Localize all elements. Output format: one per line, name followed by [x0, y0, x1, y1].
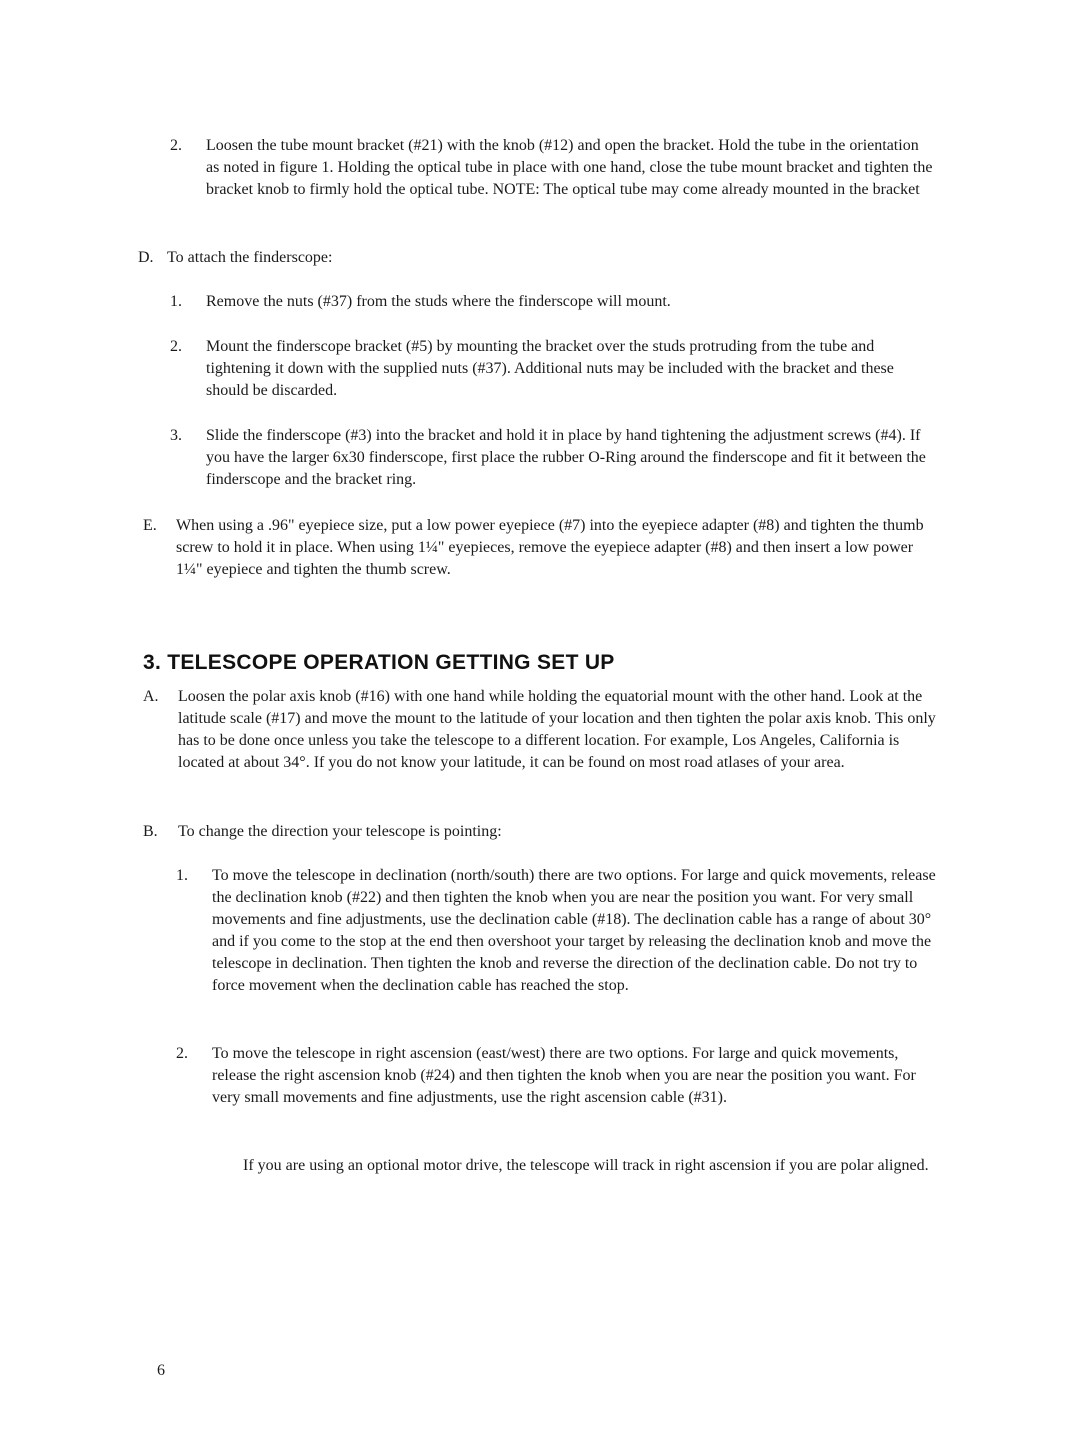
section-marker: B.: [143, 823, 158, 840]
finderscope-step-2: [170, 336, 935, 402]
finderscope-step-1: [170, 291, 935, 313]
section-b: [143, 821, 943, 843]
list-marker: 2.: [176, 1045, 188, 1062]
finderscope-step-3: [170, 425, 935, 491]
list-marker: 2.: [170, 338, 182, 355]
section-d: [138, 247, 938, 269]
list-item-text: To move the telescope in declination (north/south) there are two options. For large and quick movements, release the declination knob (#22) and then tighten the knob when you are near the position you want. For very small movements and fine adjustments, use the declination cable (#18). The declination cable has a range of about 30° and if you come to the stop at the end then overshoot your target by releasing the declination knob and move the telescope in declination. Then tighten the knob and reverse the direction of the declination cable. Do not try to force movement when the declination cable has reached the stop.: [212, 867, 936, 994]
section-text: To change the direction your telescope is pointing:: [178, 823, 502, 840]
note-text: If you are using an optional motor drive, the telescope will track in right ascension if you are polar aligned.: [243, 1157, 929, 1174]
section-e: [143, 515, 938, 581]
list-item-text: To move the telescope in right ascension (east/west) there are two options. For large and quick movements, release the right ascension knob (#24) and then tighten the knob when you are near the position you want. For very small movements and fine adjustments, use the right ascension cable (#31).: [212, 1045, 916, 1106]
section-marker: A.: [143, 688, 159, 705]
list-item-text: Slide the finderscope (#3) into the bracket and hold it in place by hand tightening the adjustment screws (#4). If you have the larger 6x30 finderscope, first place the rubber O-Ring around the finderscope and fit it between the finderscope and the bracket ring.: [206, 427, 926, 488]
motor-drive-note: [243, 1155, 953, 1177]
section-text: Loosen the polar axis knob (#16) with one hand while holding the equatorial mount with the other hand. Look at the latitude scale (#17) and move the mount to the latitude of your location and then tighten the polar axis knob. This only has to be done once unless you take the telescope to a different location. For example, Los Angeles, California is located at about 34°. If you do not know your latitude, it can be found on most road atlases of your area.: [178, 688, 936, 771]
list-item-tube-bracket: [170, 135, 935, 201]
section-a: [143, 686, 943, 774]
page-number: 6: [157, 1362, 165, 1379]
section-text: When using a .96" eyepiece size, put a low power eyepiece (#7) into the eyepiece adapter (#8) and tighten the thumb screw to hold it in place. When using 1¼" eyepieces, remove the eyepiece adapter (#8) and then insert a low power 1¼" eyepiece and tighten the thumb screw.: [176, 517, 924, 578]
section-text: To attach the finderscope:: [167, 249, 333, 266]
section-marker: D.: [138, 249, 154, 266]
direction-step-1: [176, 865, 936, 997]
list-item-text: Remove the nuts (#37) from the studs where the finderscope will mount.: [206, 293, 671, 310]
direction-step-2: [176, 1043, 936, 1109]
list-item-text: Loosen the tube mount bracket (#21) with the knob (#12) and open the bracket. Hold the tube in the orientation as noted in figure 1. Holding the optical tube in place with one hand, close the tube mount bracket and tighten the bracket knob to firmly hold the optical tube. NOTE: The optical tube may come already mounted in the bracket: [206, 137, 933, 198]
list-marker: 1.: [170, 293, 182, 310]
section-heading: 3. TELESCOPE OPERATION GETTING SET UP: [143, 651, 615, 674]
section-marker: E.: [143, 517, 157, 534]
list-item-text: Mount the finderscope bracket (#5) by mounting the bracket over the studs protruding from the tube and tightening it down with the supplied nuts (#37). Additional nuts may be included with the bracket and these should be discarded.: [206, 338, 894, 399]
list-marker: 1.: [176, 867, 188, 884]
list-marker: 2.: [170, 137, 182, 154]
list-marker: 3.: [170, 427, 182, 444]
